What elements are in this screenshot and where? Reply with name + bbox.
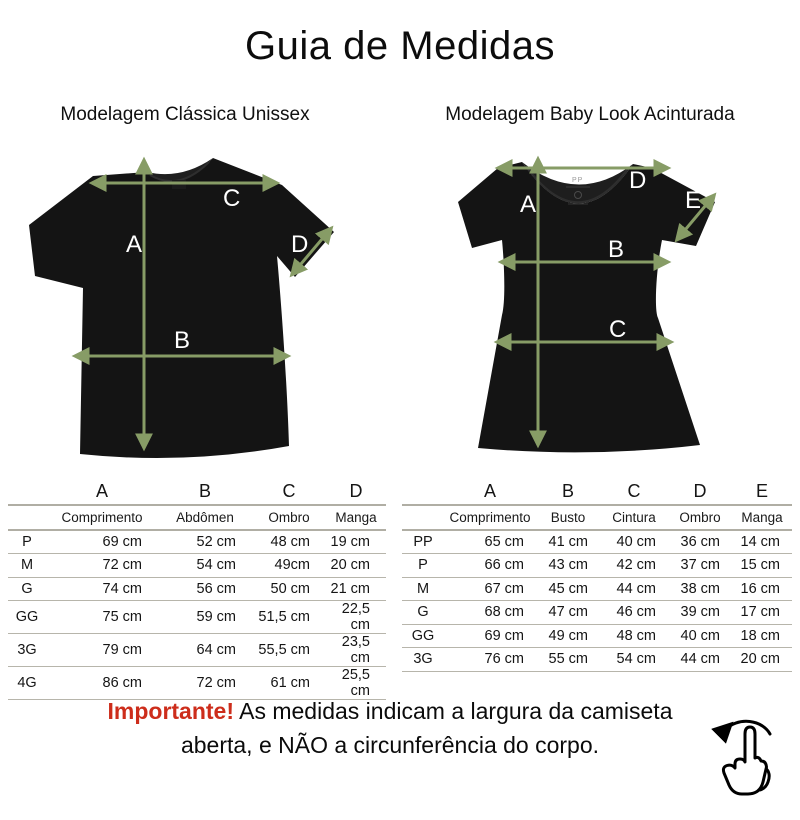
cell: 45 cm	[536, 577, 600, 601]
col-header: Cintura	[600, 505, 668, 530]
cell: 41 cm	[536, 530, 600, 554]
size-label: 3G	[8, 634, 46, 667]
cell: 44 cm	[600, 577, 668, 601]
cell: 20 cm	[732, 648, 792, 672]
col-letter: C	[252, 478, 326, 505]
col-letter: D	[326, 478, 386, 505]
cell: 25,5 cm	[326, 667, 386, 700]
classic-size-table	[8, 478, 386, 700]
col-letter: B	[158, 478, 252, 505]
table-row	[402, 601, 792, 625]
size-label: M	[402, 577, 444, 601]
cell: 36 cm	[668, 530, 732, 554]
cell: 50 cm	[252, 577, 326, 601]
cell: 47 cm	[536, 601, 600, 625]
cell: 74 cm	[46, 577, 158, 601]
cell: 40 cm	[668, 624, 732, 648]
col-letter: A	[46, 478, 158, 505]
cell: 46 cm	[600, 601, 668, 625]
label-A: A	[520, 191, 537, 218]
cell: 20 cm	[326, 554, 386, 578]
size-label: 4G	[8, 667, 46, 700]
size-label: 3G	[402, 648, 444, 672]
cell: 22,5 cm	[326, 601, 386, 634]
label-A: A	[126, 231, 143, 258]
size-label: G	[8, 577, 46, 601]
label-C: C	[223, 185, 241, 212]
cell: 61 cm	[252, 667, 326, 700]
subtitle-classic: Modelagem Clássica Unissex	[60, 104, 310, 125]
label-D: D	[291, 231, 309, 258]
cell: 43 cm	[536, 554, 600, 578]
cell: 48 cm	[252, 530, 326, 554]
cell: 51,5 cm	[252, 601, 326, 634]
cell: 40 cm	[600, 530, 668, 554]
table-row	[8, 554, 386, 578]
col-header: Ombro	[668, 505, 732, 530]
cell: 44 cm	[668, 648, 732, 672]
cell: 72 cm	[46, 554, 158, 578]
cell: 49cm	[252, 554, 326, 578]
cell: 64 cm	[158, 634, 252, 667]
cell: 69 cm	[444, 624, 536, 648]
babylook-size-table	[402, 478, 792, 672]
size-label: G	[402, 601, 444, 625]
label-D: D	[629, 167, 647, 194]
page-title: Guia de Medidas	[245, 24, 555, 68]
important-note	[60, 694, 720, 762]
cell: 48 cm	[600, 624, 668, 648]
label-E: E	[685, 187, 702, 214]
cell: 68 cm	[444, 601, 536, 625]
col-letter: E	[732, 478, 792, 505]
pointing-hand	[723, 727, 766, 794]
important-label: Importante!	[107, 698, 234, 724]
table-row	[402, 554, 792, 578]
cell: 55 cm	[536, 648, 600, 672]
cell: 14 cm	[732, 530, 792, 554]
col-header: Manga	[732, 505, 792, 530]
label-C: C	[609, 316, 627, 343]
cell: 23,5 cm	[326, 634, 386, 667]
cell: 55,5 cm	[252, 634, 326, 667]
size-label: P	[402, 554, 444, 578]
table-row	[8, 530, 386, 554]
col-header: Ombro	[252, 505, 326, 530]
label-B: B	[174, 327, 191, 354]
cell: 76 cm	[444, 648, 536, 672]
cell: 69 cm	[46, 530, 158, 554]
col-letter: B	[536, 478, 600, 505]
babylook-tee-diagram	[400, 140, 800, 472]
cell: 65 cm	[444, 530, 536, 554]
cell: 52 cm	[158, 530, 252, 554]
table-row	[402, 648, 792, 672]
cell: 54 cm	[600, 648, 668, 672]
note-text-line2: aberta, e NÃO a circunferência do corpo.	[180, 732, 600, 758]
cell: 19 cm	[326, 530, 386, 554]
size-label: PP	[402, 530, 444, 554]
cell: 56 cm	[158, 577, 252, 601]
cell: 59 cm	[158, 601, 252, 634]
cell: 79 cm	[46, 634, 158, 667]
table-row	[8, 601, 386, 634]
babylook-size-tag: PP	[572, 177, 584, 184]
cell: 17 cm	[732, 601, 792, 625]
col-letter: D	[668, 478, 732, 505]
cell: 37 cm	[668, 554, 732, 578]
header-row	[402, 505, 792, 530]
letters-row	[8, 478, 386, 505]
col-header: Manga	[326, 505, 386, 530]
cell: 72 cm	[158, 667, 252, 700]
col-header: Abdômen	[158, 505, 252, 530]
subtitle-babylook: Modelagem Baby Look Acinturada	[445, 104, 735, 125]
table-row	[8, 634, 386, 667]
size-label: P	[8, 530, 46, 554]
cell: 21 cm	[326, 577, 386, 601]
cell: 75 cm	[46, 601, 158, 634]
cell: 67 cm	[444, 577, 536, 601]
cell: 54 cm	[158, 554, 252, 578]
cell: 38 cm	[668, 577, 732, 601]
col-header: Comprimento	[46, 505, 158, 530]
cell: 42 cm	[600, 554, 668, 578]
col-letter: A	[444, 478, 536, 505]
cell: 39 cm	[668, 601, 732, 625]
table-row	[402, 624, 792, 648]
size-label: M	[8, 554, 46, 578]
swipe-left-hand-icon	[708, 712, 784, 812]
letters-row	[402, 478, 792, 505]
label-B: B	[608, 236, 625, 263]
babylook-tee-shape	[458, 162, 715, 452]
header-row	[8, 505, 386, 530]
note-text-line1: As medidas indicam a largura da camiseta	[234, 698, 673, 724]
col-header: Comprimento	[444, 505, 536, 530]
cell: 18 cm	[732, 624, 792, 648]
size-label: GG	[8, 601, 46, 634]
cell: 15 cm	[732, 554, 792, 578]
classic-tee-diagram	[0, 140, 400, 472]
cell: 66 cm	[444, 554, 536, 578]
col-header: Busto	[536, 505, 600, 530]
cell: 49 cm	[536, 624, 600, 648]
table-row	[8, 577, 386, 601]
cell: 16 cm	[732, 577, 792, 601]
table-row	[402, 530, 792, 554]
classic-tee-shape	[29, 158, 334, 458]
table-row	[402, 577, 792, 601]
size-label: GG	[402, 624, 444, 648]
col-letter: C	[600, 478, 668, 505]
cell: 86 cm	[46, 667, 158, 700]
